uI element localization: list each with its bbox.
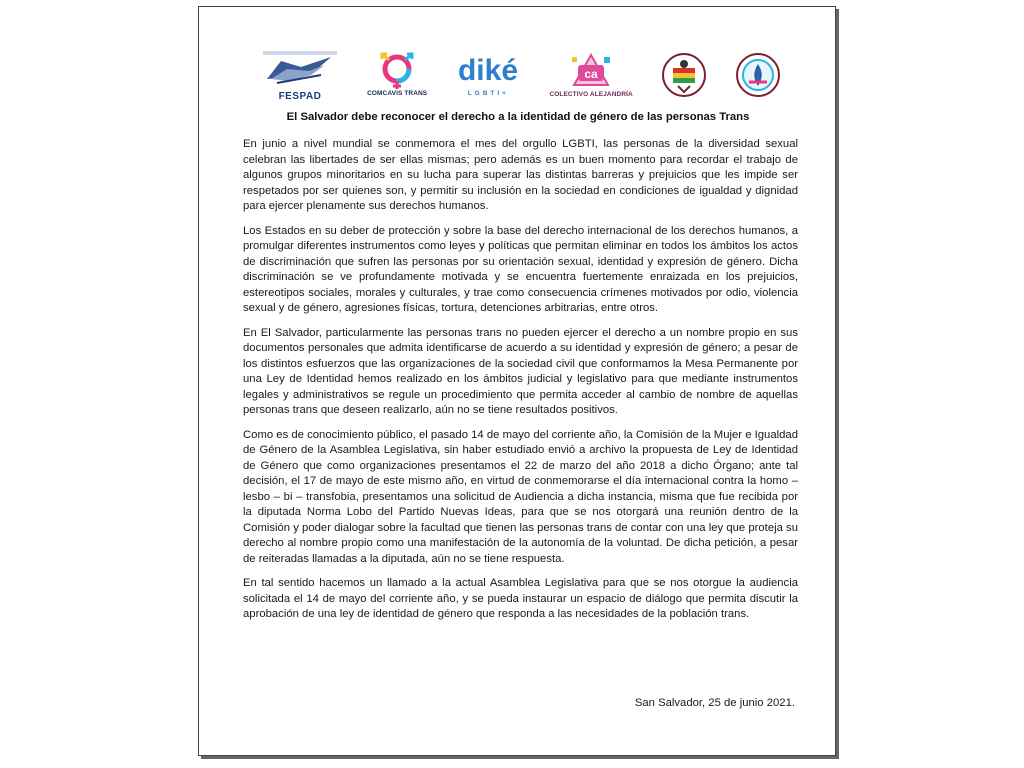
svg-text:diké: diké — [458, 54, 519, 88]
paragraph: Como es de conocimiento público, el pasado 14 de mayo del corriente año, la Comisión de la Mujer e Igualdad de Género de la Asamblea Legislativa, sin haber estudiado envió a archivo la propuesta de Ley de Identidad de Género que como organizaciones presentamos el 22 de marzo del año 2018 a dicho Órgano; ante tal decisión, el 17 de mayo de este mismo año, en virtud de conmemorarse el día internacional contra la homo – lesbo – bi – transfobia, presentamos una solicitud de Audiencia a dicha instancia, misma que fue recibida por la diputada Norma Lobo del Partido Nuevas Ideas, para que se nos otorgará una reunión dentro de la Comisión y poder dialogar sobre la facultad que tienen las personas trans de contar con una ley que proteja su derecho al nombre propio como una manifestación de la autonomía de la voluntad. De dicha petición, a pesar de reiteradas llamadas a la diputada, aún no se tiene respuesta. — [243, 428, 798, 565]
aspidh-emblem-icon — [661, 52, 707, 98]
svg-text:ca: ca — [584, 67, 598, 82]
transgender-symbol-icon — [373, 52, 421, 90]
comcavis-caption: COMCAVIS TRANS — [367, 90, 428, 98]
document-body — [243, 137, 798, 632]
fespad-bird-icon — [261, 49, 339, 91]
paragraph: En El Salvador, particularmente las personas trans no pueden ejercer el derecho a un nombre propio en sus documentos personales que admita identificarse de acuerdo a su identidad y expresión de género; a pesar de los distintos esfuerzos que las organizaciones de la sociedad civil que conformamos la Mesa Permanente por una Ley de Identidad hemos realizado en los ámbitos judicial y legislativo para que mediante instrumentos legales y administrativos se regule un procedimiento que permita acceder al cambio de nombre de aquellas personas trans que deseen realizarlo, aún no se tiene resultados positivos. — [243, 326, 798, 416]
place-and-date: San Salvador, 25 de junio 2021. — [634, 697, 795, 709]
dike-wordmark-icon — [455, 52, 521, 90]
logo-strip — [261, 47, 781, 103]
paragraph: En junio a nivel mundial se conmemora el mes del orgullo LGBTI, las personas de la diversidad sexual celebran las libertades de ser ellas mismas; pero además es un buen momento para recordar el trabajo de algunos grupos minoritarios en su lucha para superar las distintas barreras y prejuicios que les impide ser respetados por ser quienes son, y permitir su inclusión en la sociedad en condiciones de igualdad y dignidad para ejercer plenamente sus derechos humanos. — [243, 138, 798, 212]
fespad-logo — [261, 49, 339, 102]
dike-caption: LGBTI+ — [467, 90, 509, 98]
hombres-trans-emblem-icon — [735, 52, 781, 98]
aspidh-logo — [661, 52, 707, 98]
hombres-trans-logo — [735, 52, 781, 98]
fespad-caption: FESPAD — [278, 90, 322, 102]
document-page — [198, 6, 836, 756]
document-title: El Salvador debe reconocer el derecho a la identidad de género de las personas Trans — [286, 111, 750, 123]
dike-logo — [455, 52, 521, 98]
alejandria-caption: COLECTIVO ALEJANDRÍA — [549, 91, 633, 99]
colectivo-alejandria-logo — [549, 51, 632, 99]
alejandria-emblem-icon — [566, 51, 616, 91]
paragraph: Los Estados en su deber de protección y sobre la base del derecho internacional de los derechos humanos, a promulgar diferentes instrumentos como leyes y políticas que permitan eliminar en todos los ámbitos los actos de discriminación que sufren las personas por su orientación sexual, identidad y expresión de género. Dicha discriminación se ve profundamente motivada y se encuentra fuertemente enraizada en los prejuicios, estereotipos sociales, morales y culturales, y trae como consecuencia crímenes motivados por odio, violencia sexual y de género, agresiones físicas, tortura, detenciones arbitrarias, entre otros. — [243, 224, 798, 314]
paragraph: En tal sentido hacemos un llamado a la actual Asamblea Legislativa para que se nos otorgue la audiencia solicitada el 14 de mayo del corriente año, y se pueda instaurar un espacio de diálogo que permita discutir la aprobación de una ley de identidad de género que responda a las necesidades de la población trans. — [243, 577, 798, 620]
comcavis-trans-logo — [367, 52, 427, 98]
